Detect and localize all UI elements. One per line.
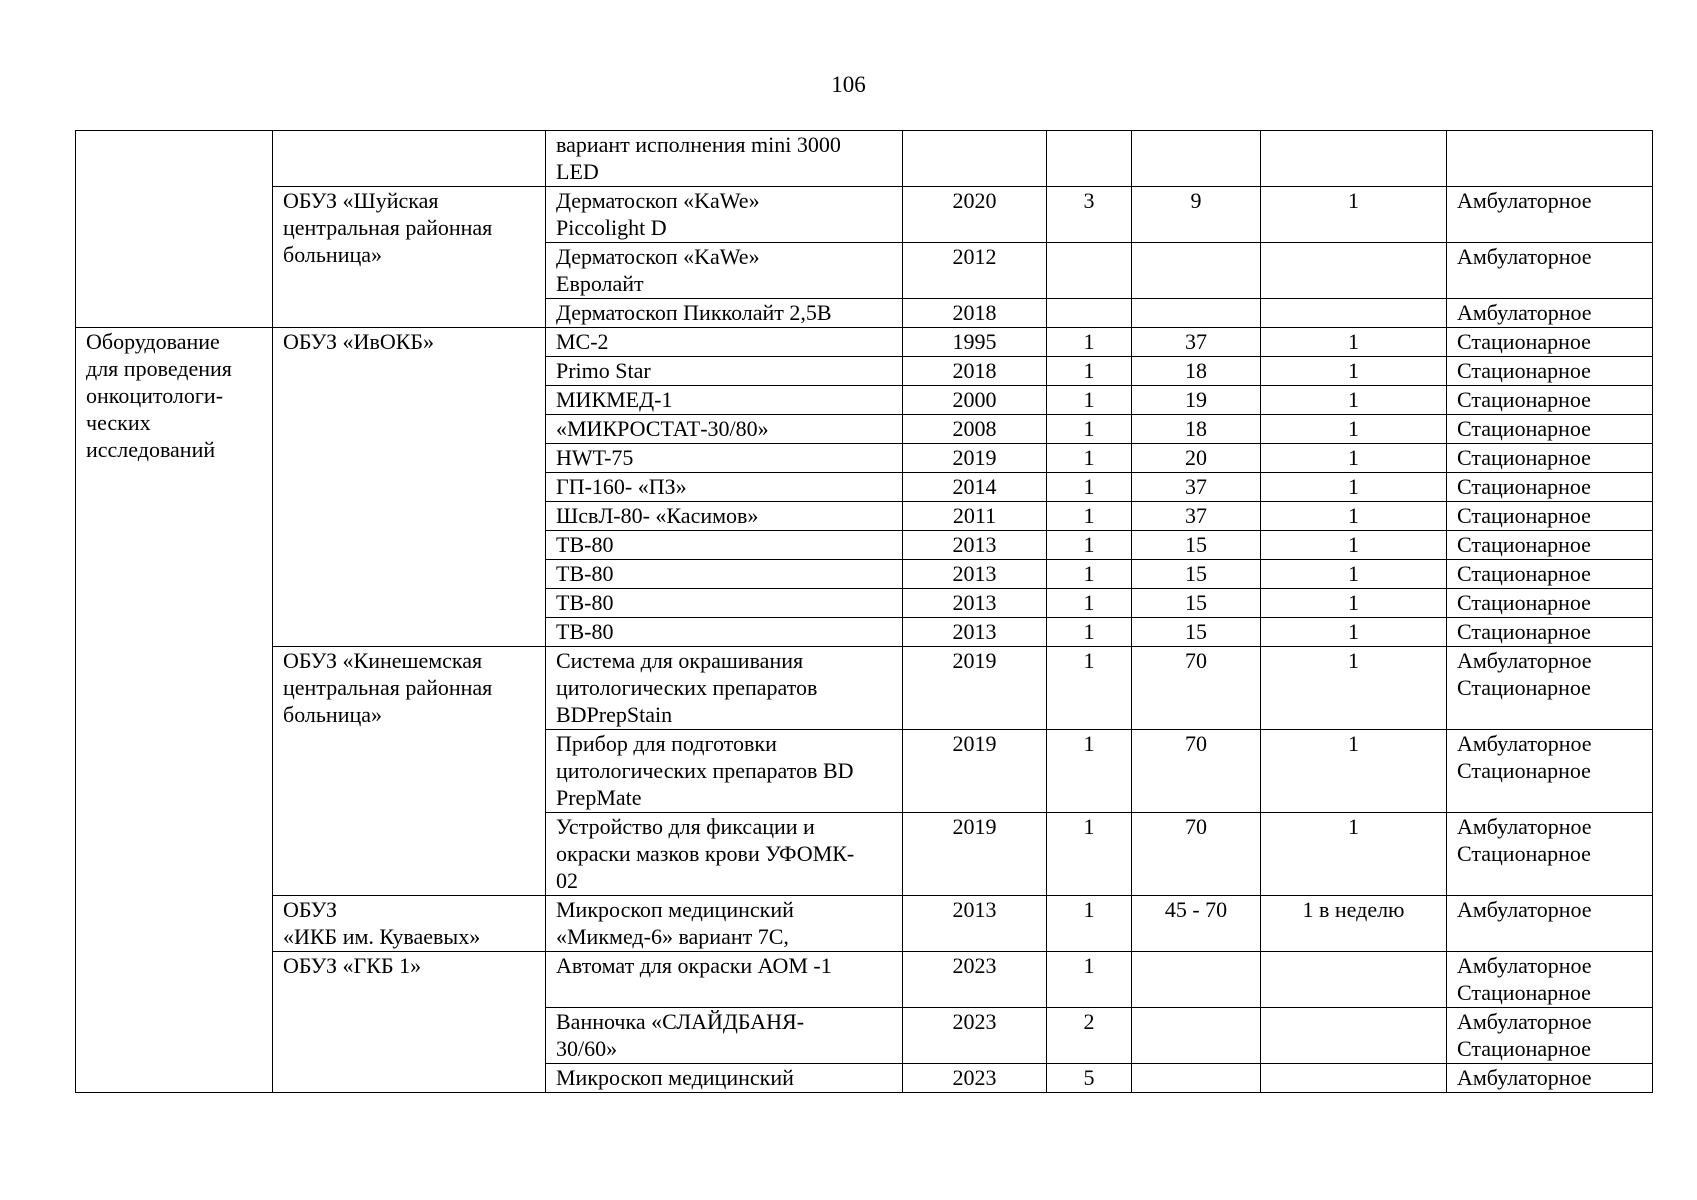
organization-cell — [273, 187, 546, 328]
organization-cell-line: центральная районная — [283, 215, 493, 240]
equipment-cell-line: BDPrepStain — [556, 702, 673, 727]
type-cell-line: Амбулаторное — [1457, 1009, 1592, 1034]
year-cell: 2000 — [903, 386, 1047, 415]
type-cell — [1447, 589, 1653, 618]
type-cell — [1447, 560, 1653, 589]
equipment-cell — [546, 531, 903, 560]
shifts-cell: 1 — [1261, 560, 1447, 589]
organization-cell — [273, 647, 546, 896]
table-row — [76, 187, 1653, 243]
table-row — [76, 647, 1653, 730]
organization-cell — [273, 328, 546, 647]
type-cell-line: Стационарное — [1457, 358, 1591, 383]
category-cell-line: исследований — [86, 437, 216, 462]
type-cell-line: Амбулаторное — [1457, 648, 1592, 673]
equipment-table — [75, 130, 1653, 1093]
organization-cell-line: больница» — [283, 242, 382, 267]
equipment-cell-line: «Микмед-6» вариант 7С, — [556, 924, 789, 949]
quantity-cell: 3 — [1047, 187, 1132, 243]
category-cell — [76, 328, 273, 1093]
organization-cell-line: ОБУЗ «ГКБ 1» — [283, 953, 422, 978]
table-body — [76, 131, 1653, 1093]
category-cell — [76, 131, 273, 328]
type-cell — [1447, 299, 1653, 328]
organization-cell — [273, 131, 546, 187]
year-cell: 2023 — [903, 1008, 1047, 1064]
type-cell-line: Стационарное — [1457, 445, 1591, 470]
equipment-cell — [546, 243, 903, 299]
wear-cell: 9 — [1132, 187, 1261, 243]
type-cell-line: Стационарное — [1457, 758, 1591, 783]
equipment-cell — [546, 187, 903, 243]
shifts-cell: 1 — [1261, 386, 1447, 415]
type-cell — [1447, 386, 1653, 415]
type-cell-line: Стационарное — [1457, 474, 1591, 499]
year-cell: 2013 — [903, 896, 1047, 952]
wear-cell — [1132, 299, 1261, 328]
equipment-cell-line: ТВ-80 — [556, 590, 614, 615]
type-cell-line: Амбулаторное — [1457, 953, 1592, 978]
wear-cell: 19 — [1132, 386, 1261, 415]
equipment-cell-line: Дерматоскоп «KaWe» — [556, 244, 760, 269]
organization-cell-line: ОБУЗ «Шуйская — [283, 188, 439, 213]
type-cell-line: Амбулаторное — [1457, 897, 1592, 922]
year-cell: 2008 — [903, 415, 1047, 444]
equipment-cell-line: окраски мазков крови УФОМК- — [556, 841, 855, 866]
type-cell-line: Стационарное — [1457, 561, 1591, 586]
year-cell — [903, 131, 1047, 187]
type-cell — [1447, 473, 1653, 502]
type-cell-line: Амбулаторное — [1457, 1065, 1592, 1090]
type-cell — [1447, 328, 1653, 357]
year-cell: 2019 — [903, 647, 1047, 730]
quantity-cell: 1 — [1047, 502, 1132, 531]
type-cell — [1447, 647, 1653, 730]
year-cell: 2023 — [903, 1064, 1047, 1093]
wear-cell: 15 — [1132, 618, 1261, 647]
equipment-cell — [546, 131, 903, 187]
quantity-cell: 1 — [1047, 386, 1132, 415]
equipment-cell — [546, 502, 903, 531]
wear-cell: 37 — [1132, 473, 1261, 502]
equipment-cell-line: Primo Star — [556, 358, 651, 383]
type-cell-line: Стационарное — [1457, 675, 1591, 700]
type-cell-line: Амбулаторное — [1457, 188, 1592, 213]
shifts-cell: 1 в неделю — [1261, 896, 1447, 952]
wear-cell: 70 — [1132, 730, 1261, 813]
wear-cell — [1132, 243, 1261, 299]
shifts-cell — [1261, 243, 1447, 299]
quantity-cell — [1047, 243, 1132, 299]
shifts-cell: 1 — [1261, 473, 1447, 502]
quantity-cell: 1 — [1047, 415, 1132, 444]
year-cell: 2013 — [903, 618, 1047, 647]
type-cell-line: Стационарное — [1457, 329, 1591, 354]
quantity-cell: 1 — [1047, 328, 1132, 357]
type-cell — [1447, 415, 1653, 444]
wear-cell: 18 — [1132, 415, 1261, 444]
equipment-cell — [546, 415, 903, 444]
type-cell-line: Стационарное — [1457, 980, 1591, 1005]
quantity-cell: 5 — [1047, 1064, 1132, 1093]
quantity-cell: 1 — [1047, 531, 1132, 560]
quantity-cell: 1 — [1047, 589, 1132, 618]
equipment-cell-line: 02 — [556, 868, 578, 893]
quantity-cell: 1 — [1047, 647, 1132, 730]
category-cell-line: для проведения — [86, 356, 232, 381]
table-row — [76, 328, 1653, 357]
organization-cell-line: «ИКБ им. Куваевых» — [283, 924, 481, 949]
shifts-cell: 1 — [1261, 328, 1447, 357]
equipment-cell — [546, 473, 903, 502]
shifts-cell: 1 — [1261, 502, 1447, 531]
wear-cell: 70 — [1132, 647, 1261, 730]
wear-cell: 20 — [1132, 444, 1261, 473]
year-cell: 2011 — [903, 502, 1047, 531]
equipment-cell — [546, 1064, 903, 1093]
shifts-cell: 1 — [1261, 444, 1447, 473]
quantity-cell: 1 — [1047, 357, 1132, 386]
shifts-cell: 1 — [1261, 531, 1447, 560]
type-cell-line: Амбулаторное — [1457, 814, 1592, 839]
equipment-cell — [546, 560, 903, 589]
equipment-cell-line: Дерматоскоп Пикколайт 2,5В — [556, 300, 832, 325]
shifts-cell: 1 — [1261, 589, 1447, 618]
quantity-cell: 1 — [1047, 560, 1132, 589]
shifts-cell — [1261, 131, 1447, 187]
year-cell: 2014 — [903, 473, 1047, 502]
quantity-cell: 1 — [1047, 813, 1132, 896]
equipment-cell — [546, 952, 903, 1008]
equipment-cell — [546, 1008, 903, 1064]
equipment-cell-line: Ванночка «СЛАЙДБАНЯ- — [556, 1009, 805, 1034]
wear-cell: 18 — [1132, 357, 1261, 386]
organization-cell-line: ОБУЗ — [283, 897, 338, 922]
shifts-cell: 1 — [1261, 647, 1447, 730]
equipment-cell-line: цитологических препаратов BD — [556, 758, 854, 783]
quantity-cell: 1 — [1047, 618, 1132, 647]
equipment-cell — [546, 589, 903, 618]
type-cell — [1447, 813, 1653, 896]
equipment-cell-line: ТВ-80 — [556, 619, 614, 644]
type-cell-line: Амбулаторное — [1457, 731, 1592, 756]
wear-cell: 15 — [1132, 589, 1261, 618]
type-cell-line: Амбулаторное — [1457, 300, 1592, 325]
equipment-cell-line: Евролайт — [556, 271, 644, 296]
equipment-cell-line: ТВ-80 — [556, 561, 614, 586]
equipment-cell-line: HWT-75 — [556, 445, 634, 470]
equipment-cell — [546, 730, 903, 813]
year-cell: 2018 — [903, 357, 1047, 386]
type-cell — [1447, 243, 1653, 299]
equipment-cell-line: Дерматоскоп «KaWe» — [556, 188, 760, 213]
equipment-cell-line: ШсвЛ-80- «Касимов» — [556, 503, 759, 528]
shifts-cell: 1 — [1261, 357, 1447, 386]
year-cell: 1995 — [903, 328, 1047, 357]
organization-cell-line: ОБУЗ «ИвОКБ» — [283, 329, 435, 354]
organization-cell-line: ОБУЗ «Кинешемская — [283, 648, 483, 673]
wear-cell: 37 — [1132, 328, 1261, 357]
equipment-cell-line: Микроскоп медицинский — [556, 897, 794, 922]
equipment-cell-line: Система для окрашивания — [556, 648, 804, 673]
wear-cell: 37 — [1132, 502, 1261, 531]
category-cell-line: онкоцитологи- — [86, 383, 224, 408]
equipment-cell — [546, 813, 903, 896]
shifts-cell — [1261, 299, 1447, 328]
type-cell — [1447, 1064, 1653, 1093]
type-cell-line: Стационарное — [1457, 1036, 1591, 1061]
shifts-cell: 1 — [1261, 618, 1447, 647]
equipment-cell-line: «МИКРОСТАТ-30/80» — [556, 416, 769, 441]
type-cell — [1447, 531, 1653, 560]
year-cell: 2013 — [903, 560, 1047, 589]
equipment-cell-line: ГП-160- «ПЗ» — [556, 474, 687, 499]
organization-cell-line: больница» — [283, 702, 382, 727]
year-cell: 2023 — [903, 952, 1047, 1008]
shifts-cell: 1 — [1261, 187, 1447, 243]
wear-cell: 15 — [1132, 531, 1261, 560]
type-cell-line: Амбулаторное — [1457, 244, 1592, 269]
type-cell — [1447, 618, 1653, 647]
equipment-cell — [546, 386, 903, 415]
quantity-cell: 1 — [1047, 952, 1132, 1008]
equipment-cell — [546, 328, 903, 357]
equipment-cell-line: МС-2 — [556, 329, 609, 354]
wear-cell — [1132, 952, 1261, 1008]
type-cell — [1447, 730, 1653, 813]
equipment-cell-line: Прибор для подготовки — [556, 731, 777, 756]
wear-cell — [1132, 1064, 1261, 1093]
year-cell: 2020 — [903, 187, 1047, 243]
wear-cell: 15 — [1132, 560, 1261, 589]
quantity-cell — [1047, 131, 1132, 187]
year-cell: 2019 — [903, 444, 1047, 473]
table-row — [76, 131, 1653, 187]
type-cell — [1447, 444, 1653, 473]
equipment-cell — [546, 444, 903, 473]
table-row — [76, 952, 1653, 1008]
equipment-cell-line: Автомат для окраски АОМ -1 — [556, 953, 832, 978]
type-cell-line: Стационарное — [1457, 841, 1591, 866]
equipment-cell-line: Микроскоп медицинский — [556, 1065, 794, 1090]
shifts-cell — [1261, 1064, 1447, 1093]
year-cell: 2012 — [903, 243, 1047, 299]
wear-cell — [1132, 131, 1261, 187]
type-cell-line: Стационарное — [1457, 532, 1591, 557]
quantity-cell: 1 — [1047, 444, 1132, 473]
equipment-cell — [546, 299, 903, 328]
shifts-cell: 1 — [1261, 813, 1447, 896]
type-cell — [1447, 1008, 1653, 1064]
year-cell: 2019 — [903, 730, 1047, 813]
year-cell: 2013 — [903, 589, 1047, 618]
shifts-cell: 1 — [1261, 730, 1447, 813]
wear-cell: 45 - 70 — [1132, 896, 1261, 952]
quantity-cell: 1 — [1047, 730, 1132, 813]
equipment-cell-line: МИКМЕД-1 — [556, 387, 673, 412]
equipment-cell — [546, 647, 903, 730]
organization-cell — [273, 952, 546, 1093]
quantity-cell — [1047, 299, 1132, 328]
year-cell: 2013 — [903, 531, 1047, 560]
type-cell-line: Стационарное — [1457, 503, 1591, 528]
type-cell — [1447, 952, 1653, 1008]
equipment-cell-line: PrepMate — [556, 785, 642, 810]
organization-cell-line: центральная районная — [283, 675, 493, 700]
type-cell — [1447, 131, 1653, 187]
quantity-cell: 2 — [1047, 1008, 1132, 1064]
organization-cell — [273, 896, 546, 952]
type-cell-line: Стационарное — [1457, 619, 1591, 644]
shifts-cell — [1261, 1008, 1447, 1064]
wear-cell: 70 — [1132, 813, 1261, 896]
table-row — [76, 896, 1653, 952]
type-cell-line: Стационарное — [1457, 416, 1591, 441]
year-cell: 2018 — [903, 299, 1047, 328]
equipment-cell — [546, 357, 903, 386]
type-cell — [1447, 502, 1653, 531]
equipment-cell-line: 30/60» — [556, 1036, 618, 1061]
page-number: 106 — [831, 72, 866, 97]
equipment-cell — [546, 618, 903, 647]
shifts-cell: 1 — [1261, 415, 1447, 444]
equipment-cell-line: вариант исполнения mini 3000 — [556, 132, 841, 157]
quantity-cell: 1 — [1047, 473, 1132, 502]
type-cell-line: Стационарное — [1457, 387, 1591, 412]
year-cell: 2019 — [903, 813, 1047, 896]
equipment-cell-line: цитологических препаратов — [556, 675, 818, 700]
wear-cell — [1132, 1008, 1261, 1064]
equipment-cell-line: Piccolight D — [556, 215, 667, 240]
category-cell-line: Оборудование — [86, 329, 220, 354]
category-cell-line: ческих — [86, 410, 151, 435]
quantity-cell: 1 — [1047, 896, 1132, 952]
equipment-cell-line: ТВ-80 — [556, 532, 614, 557]
equipment-cell-line: Устройство для фиксации и — [556, 814, 815, 839]
type-cell — [1447, 187, 1653, 243]
type-cell — [1447, 357, 1653, 386]
type-cell-line: Стационарное — [1457, 590, 1591, 615]
equipment-cell-line: LED — [556, 159, 599, 184]
type-cell — [1447, 896, 1653, 952]
shifts-cell — [1261, 952, 1447, 1008]
equipment-cell — [546, 896, 903, 952]
